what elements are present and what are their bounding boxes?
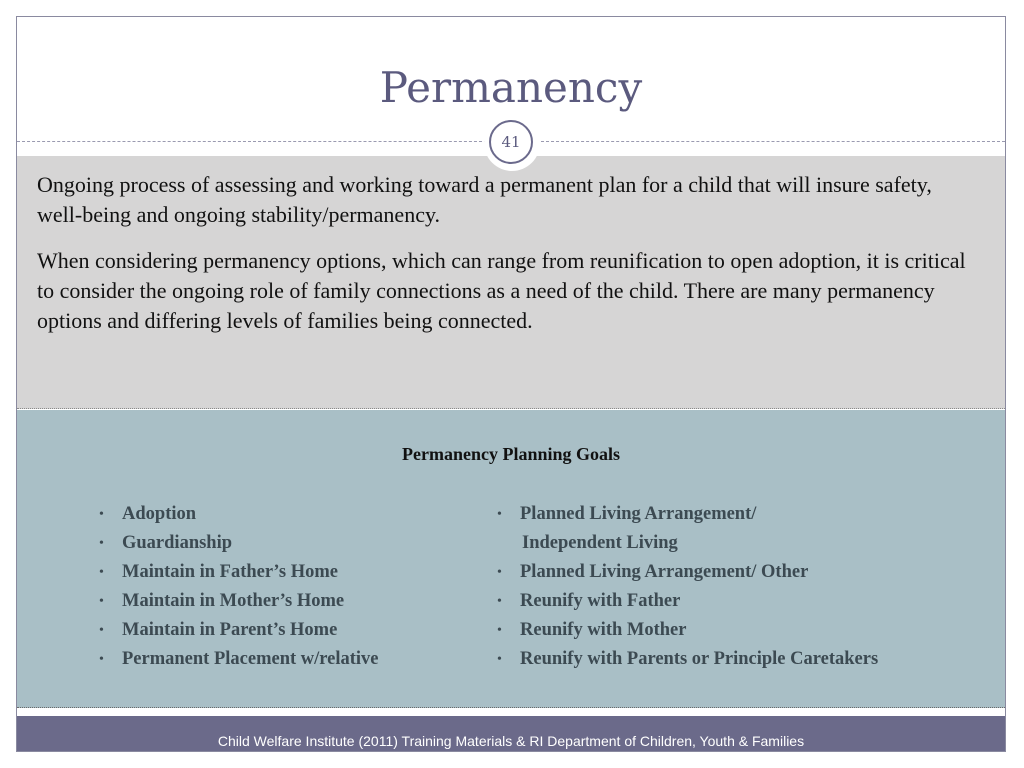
description-panel: [17, 156, 1005, 409]
footer-bar: [17, 716, 1005, 751]
list-item: [495, 645, 995, 674]
goal-label: Adoption: [122, 504, 197, 524]
definition-paragraph: Ongoing process of assessing and working toward a permanent plan for a child that will insure safety, well-being and ongoing stability/permanency.: [37, 172, 932, 227]
goals-list-right: [495, 500, 995, 674]
bullet-icon: •: [99, 507, 104, 522]
bullet-icon: •: [497, 565, 502, 580]
goal-label: Planned Living Arrangement/: [520, 504, 757, 524]
list-item: [495, 616, 995, 645]
goal-label: Planned Living Arrangement/ Other: [520, 562, 809, 582]
bullet-icon: •: [99, 623, 104, 638]
goals-list-left: [97, 500, 477, 674]
bullet-icon: •: [497, 623, 502, 638]
bullet-icon: •: [99, 652, 104, 667]
footer-citation: Child Welfare Institute (2011) Training Materials & RI Department of Children, Youth & Families: [217, 733, 805, 749]
goal-label: Maintain in Parent’s Home: [122, 620, 338, 640]
page-number-badge: [486, 117, 538, 169]
list-item: [495, 500, 995, 529]
bullet-icon: •: [99, 594, 104, 609]
page-number: 41: [489, 120, 533, 164]
list-item: [97, 616, 477, 645]
list-item: [495, 587, 995, 616]
title-divider-right: [541, 141, 1005, 142]
goal-label: Permanent Placement w/relative: [122, 649, 379, 669]
list-item-continuation: [495, 529, 995, 558]
bullet-icon: •: [497, 594, 502, 609]
goals-panel: [17, 410, 1005, 708]
list-item: [97, 645, 477, 674]
list-item: [97, 587, 477, 616]
bullet-icon: •: [99, 565, 104, 580]
goal-label: Independent Living: [522, 533, 678, 553]
list-item: [97, 500, 477, 529]
goal-label: Reunify with Parents or Principle Caretakers: [520, 649, 879, 669]
list-item: [97, 558, 477, 587]
bullet-icon: •: [497, 652, 502, 667]
goals-title: Permanency Planning Goals: [401, 444, 620, 464]
slide-title: Permanency: [379, 63, 643, 112]
goal-label: Reunify with Father: [520, 591, 681, 611]
bullet-icon: •: [99, 536, 104, 551]
considerations-paragraph: When considering permanency options, which can range from reunification to open adoption, it is critical to consider the ongoing role of family connections as a need of the child. There are many permanency options and differing levels of families being connected.: [37, 248, 966, 333]
list-item: [97, 529, 477, 558]
goal-label: Maintain in Father’s Home: [122, 562, 338, 582]
goal-label: Reunify with Mother: [520, 620, 687, 640]
title-divider-left: [17, 141, 487, 142]
goal-label: Guardianship: [122, 533, 233, 553]
goal-label: Maintain in Mother’s Home: [122, 591, 345, 611]
list-item: [495, 558, 995, 587]
bullet-icon: •: [497, 507, 502, 522]
